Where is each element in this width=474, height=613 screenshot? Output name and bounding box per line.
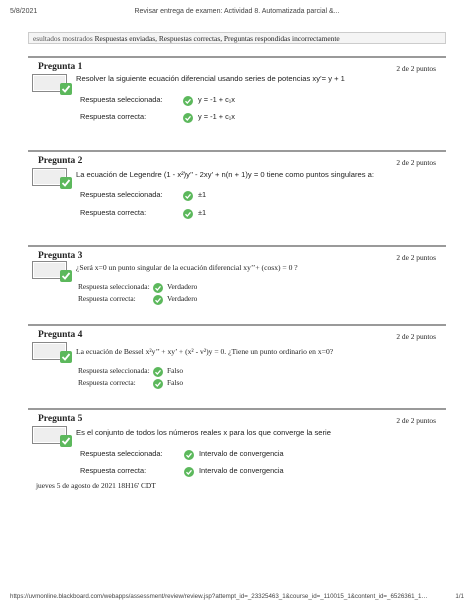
correct-answer-value: Verdadero — [167, 294, 198, 303]
check-icon — [153, 295, 163, 305]
question-block-3 — [28, 245, 446, 313]
correct-answer-icon — [32, 261, 72, 283]
correct-answer-label: Respuesta correcta: — [78, 378, 136, 387]
question-title: Pregunta 2 — [38, 156, 83, 166]
selected-answer-label: Respuesta seleccionada: — [78, 366, 150, 375]
print-footer — [10, 593, 464, 605]
check-icon — [184, 467, 194, 477]
question-text: Resolver la siguiente ecuación diferencial usando series de potencias xy’= y + 1 — [76, 74, 345, 83]
print-date: 5/8/2021 — [10, 8, 38, 15]
selected-answer-value: Verdadero — [167, 282, 198, 291]
selected-answer-value: y = -1 + c₁x — [198, 95, 235, 104]
check-icon — [153, 379, 163, 389]
correct-answer-icon — [32, 342, 72, 364]
question-block-2 — [28, 150, 446, 232]
question-points: 2 de 2 puntos — [396, 64, 436, 73]
correct-answer-icon — [32, 74, 72, 96]
submission-timestamp: jueves 5 de agosto de 2021 18H16' CDT — [36, 481, 156, 490]
question-title: Pregunta 3 — [38, 251, 83, 261]
filter-value: Respuestas enviadas, Respuestas correctas, Preguntas respondidas incorrectamente — [94, 34, 340, 43]
question-text: ¿Será x=0 un punto singular de la ecuación diferencial xy’’+ (cosx) = 0 ? — [76, 263, 298, 272]
print-page-number: 1/1 — [455, 593, 464, 600]
selected-answer-value: Intervalo de convergencia — [199, 449, 284, 458]
question-points: 2 de 2 puntos — [396, 158, 436, 167]
correct-answer-label: Respuesta correcta: — [80, 208, 147, 217]
question-points: 2 de 2 puntos — [396, 416, 436, 425]
print-url: https://uvmonline.blackboard.com/webapps/assessment/review/review.jsp?attempt_id=_23325463_1&course_id=_110015_1&content_id=_6526361_1… — [10, 593, 428, 600]
results-filter-bar — [28, 32, 446, 44]
check-icon — [183, 191, 193, 201]
question-block-1 — [28, 56, 446, 138]
check-icon — [153, 283, 163, 293]
selected-answer-label: Respuesta seleccionada: — [78, 282, 150, 291]
correct-answer-value: ±1 — [198, 208, 207, 217]
question-block-5 — [28, 408, 446, 480]
question-title: Pregunta 1 — [38, 62, 83, 72]
selected-answer-label: Respuesta seleccionada: — [80, 95, 163, 104]
question-title: Pregunta 4 — [38, 330, 83, 340]
filter-label: esultados mostrados — [33, 34, 93, 43]
check-icon — [183, 96, 193, 106]
correct-answer-value: y = -1 + c₁x — [198, 112, 235, 121]
question-points: 2 de 2 puntos — [396, 253, 436, 262]
check-icon — [153, 367, 163, 377]
correct-answer-icon — [32, 168, 72, 190]
check-icon — [183, 113, 193, 123]
correct-answer-value: Intervalo de convergencia — [199, 466, 284, 475]
question-points: 2 de 2 puntos — [396, 332, 436, 341]
correct-answer-label: Respuesta correcta: — [80, 112, 147, 121]
selected-answer-label: Respuesta seleccionada: — [80, 190, 163, 199]
selected-answer-label: Respuesta seleccionada: — [80, 449, 163, 458]
question-text: Es el conjunto de todos los números reales x para los que converge la serie — [76, 428, 331, 437]
question-title: Pregunta 5 — [38, 414, 83, 424]
correct-answer-label: Respuesta correcta: — [80, 466, 147, 475]
question-block-4 — [28, 324, 446, 396]
correct-answer-icon — [32, 426, 72, 448]
check-icon — [184, 450, 194, 460]
correct-answer-label: Respuesta correcta: — [78, 294, 136, 303]
print-header — [10, 8, 464, 20]
correct-answer-value: Falso — [167, 378, 184, 387]
selected-answer-value: ±1 — [198, 190, 207, 199]
check-icon — [183, 209, 193, 219]
question-text: La ecuación de Legendre (1 - x²)y’’ - 2xy’ + n(n + 1)y = 0 tiene como puntos singulares a: — [76, 170, 374, 179]
question-text: La ecuación de Bessel x²y’’ + xy’ + (x² - v²)y = 0. ¿Tiene un punto ordinario en x=0? — [76, 347, 334, 356]
selected-answer-value: Falso — [167, 366, 184, 375]
print-title: Revisar entrega de examen: Actividad 8. Automatizada parcial &... — [134, 8, 340, 15]
